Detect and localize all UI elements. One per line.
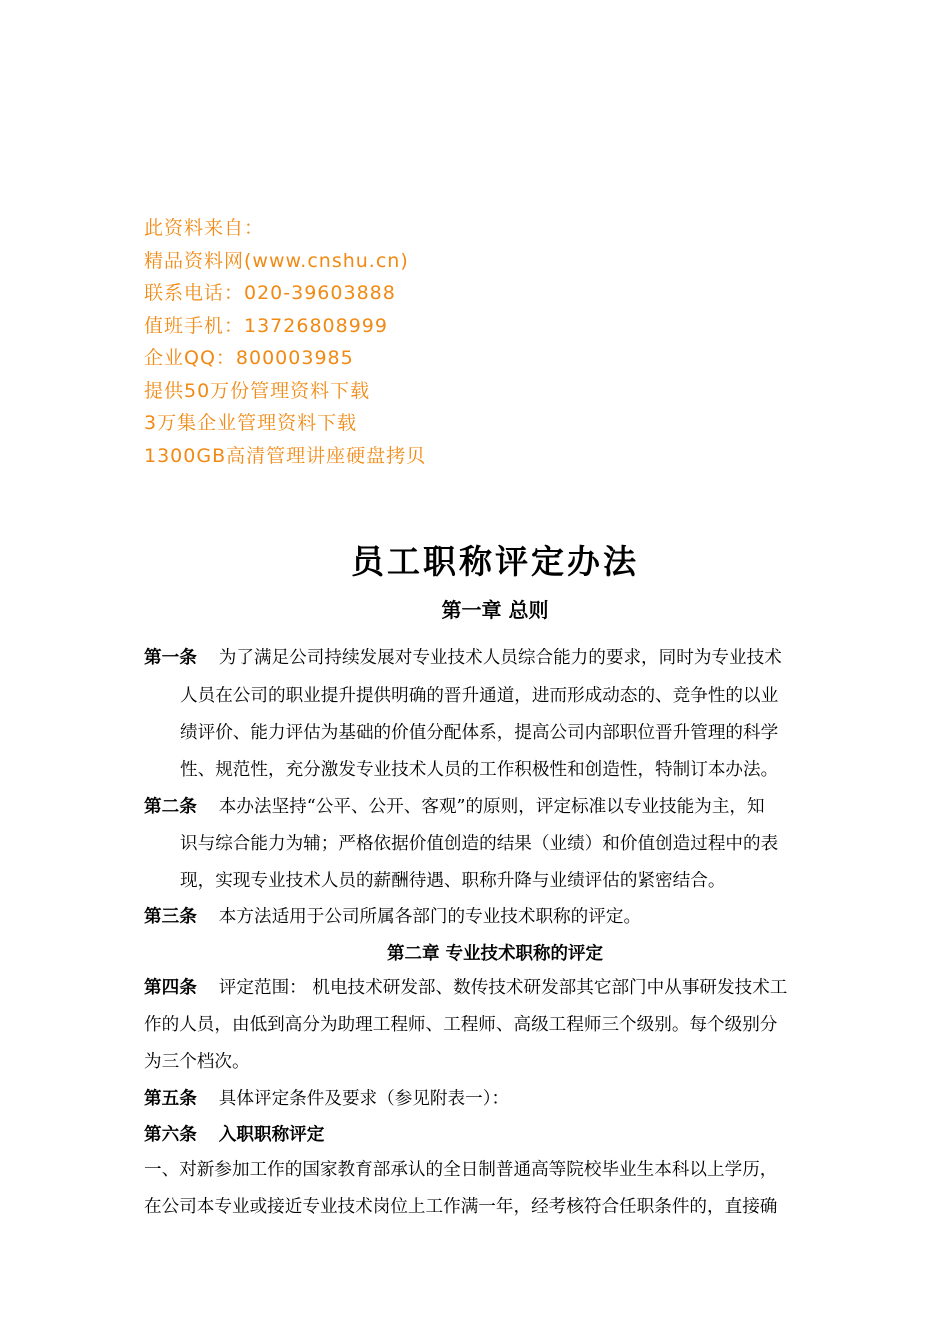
ad-line-website[interactable]: 精品资料网(www.cnshu.cn): [144, 249, 409, 272]
ad-line-qq: 企业QQ：800003985: [144, 347, 354, 369]
article-3-line-1: [144, 905, 641, 929]
article-2-text-1: 本办法坚持“公平、公开、客观”的原则，评定标准以专业技能为主，知: [218, 797, 765, 817]
article-2-text-2: 识与综合能力为辅；严格依据价值创造的结果（业绩）和价值创造过程中的表: [180, 834, 779, 854]
article-1-label: 第一条: [144, 647, 197, 668]
article-2-label: 第二条: [144, 796, 197, 817]
article-6-text-1: 一、对新参加工作的国家教育部承认的全日制普通高等院校毕业生本科以上学历，: [144, 1160, 778, 1180]
ad-line-offer-1: 提供50万份管理资料下载: [144, 379, 371, 402]
article-3-text-1: 本方法适用于公司所属各部门的专业技术职称的评定。: [218, 907, 642, 927]
chapter-1-heading: 第一章 总则: [441, 598, 549, 622]
ad-line-offer-3: 1300GB高清管理讲座硬盘拷贝: [144, 444, 427, 467]
source-info-block: [144, 212, 426, 472]
article-3-label: 第三条: [144, 906, 197, 927]
article-5-text-1: 具体评定条件及要求（参见附表一）：: [218, 1089, 510, 1109]
ad-line-source: 此资料来自：: [144, 217, 265, 239]
ad-line-mobile: 值班手机：13726808999: [144, 314, 388, 337]
article-5-line-1: [144, 1087, 509, 1111]
article-6-label: 第六条: [144, 1124, 197, 1145]
ad-line-offer-2: 3万集企业管理资料下载: [144, 412, 358, 434]
article-4-text-1: 评定范围： 机电技术研发部、数传技术研发部其它部门中从事研发技术工: [218, 978, 788, 998]
article-2-line-1: [144, 795, 765, 819]
article-4-label: 第四条: [144, 977, 197, 998]
document-title: 员工职称评定办法: [351, 542, 639, 581]
article-1-text-4: 性、规范性，充分激发专业技术人员的工作积极性和创造性，特制订本办法。: [180, 760, 779, 780]
article-4-line-1: [144, 976, 787, 1000]
chapter-2-heading: 第二章 专业技术职称的评定: [386, 944, 604, 964]
article-5-label: 第五条: [144, 1088, 197, 1109]
article-1-line-1: [144, 646, 782, 670]
article-1-text-1: 为了满足公司持续发展对专业技术人员综合能力的要求，同时为专业技术: [218, 648, 782, 668]
article-4-text-3: 为三个档次。: [144, 1052, 250, 1072]
article-6-heading-line: [144, 1123, 324, 1147]
article-2-text-3: 现，实现专业技术人员的薪酬待遇、职称升降与业绩评估的紧密结合。: [180, 871, 726, 891]
article-4-text-2: 作的人员，由低到高分为助理工程师、工程师、高级工程师三个级别。每个级别分: [144, 1015, 778, 1035]
article-6-heading: 入职职称评定: [218, 1124, 325, 1145]
article-1-text-2: 人员在公司的职业提升提供明确的晋升通道，进而形成动态的、竞争性的以业: [180, 686, 779, 706]
ad-line-phone: 联系电话：020-39603888: [144, 282, 396, 304]
article-1-text-3: 绩评价、能力评估为基础的价值分配体系，提高公司内部职位晋升管理的科学: [180, 723, 779, 743]
article-6-text-2: 在公司本专业或接近专业技术岗位上工作满一年，经考核符合任职条件的，直接确: [144, 1197, 778, 1217]
